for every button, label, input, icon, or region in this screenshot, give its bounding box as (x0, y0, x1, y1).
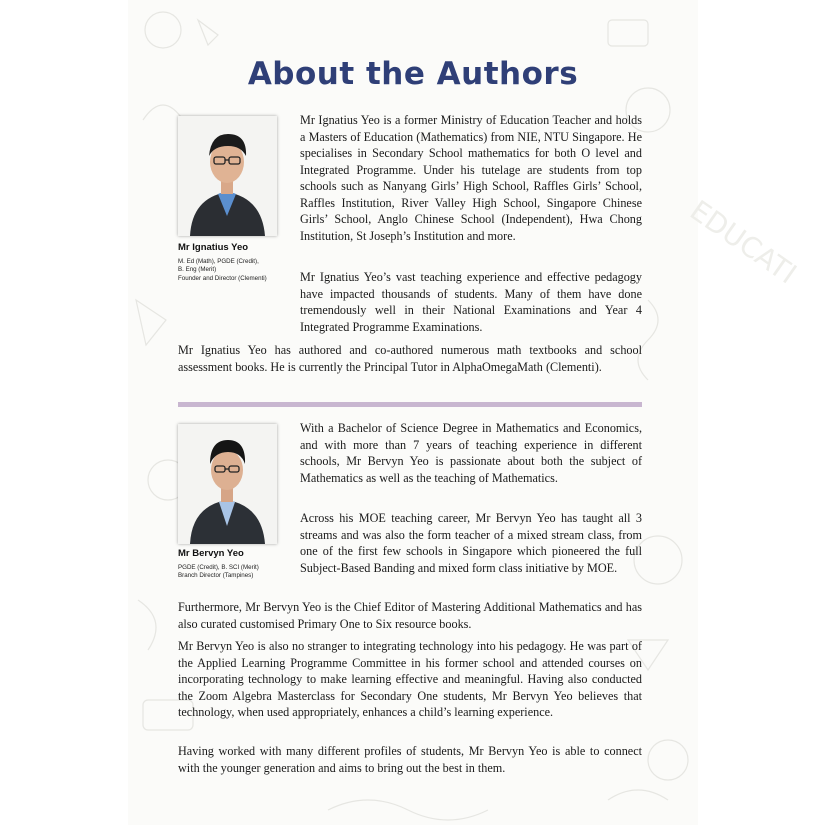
bio-paragraph: Mr Ignatius Yeo’s vast teaching experience and effective pedagogy have impacted thousands of students. Many of them have done tremendously well in their National Examinations and Year 4 Integrated Programme Examinations. (300, 270, 642, 334)
author-photo-bervyn (178, 424, 277, 544)
bio-paragraph: Mr Ignatius Yeo has authored and co-authored numerous math textbooks and school assessment books. He is currently the Principal Tutor in AlphaOmegaMath (Clementi). (178, 343, 642, 374)
section-divider (178, 402, 642, 407)
bio-paragraph: Furthermore, Mr Bervyn Yeo is the Chief Editor of Mastering Additional Mathematics and has also curated customised Primary One to Six resource books. (178, 600, 642, 631)
bio-paragraph: Mr Bervyn Yeo is also no stranger to integrating technology into his pedagogy. He was part of the Applied Learning Programme Committee in his former school and attended courses on incorporating technology to make learning effective and meaningful. Having also conducted the Zoom Algebra Masterclass for Secondary One students, Mr Bervyn Yeo believes that technology, when used appropriately, enhances a child’s learning experience. (178, 639, 642, 719)
author-credentials (178, 564, 259, 581)
author-credentials (178, 258, 267, 283)
document-page (128, 0, 803, 825)
bio-paragraph: Having worked with many different profiles of students, Mr Bervyn Yeo is able to connect with the younger generation and aims to bring out the best in them. (178, 744, 642, 775)
credential-line: M. Ed (Math), PGDE (Credit), (178, 258, 259, 265)
page-title: About the Authors (247, 56, 579, 92)
credential-line: B. Eng (Merit) (178, 266, 217, 274)
credential-line: PGDE (Credit), B. SCI (Merit) (178, 564, 259, 571)
doodle-word: EDUCATI (683, 193, 803, 291)
author-photo-ignatius (178, 116, 277, 236)
author-name: Mr Bervyn Yeo (178, 548, 244, 559)
bio-paragraph: Across his MOE teaching career, Mr Bervyn Yeo has taught all 3 streams and was also the form teacher of a mixed stream class, from one of the first few schools in Singapore which pioneered the full Subject-Based Banding and mixed form class initiative by MOE. (300, 511, 642, 575)
credential-line: Founder and Director (Clementi) (178, 274, 267, 282)
bio-paragraph: With a Bachelor of Science Degree in Mathematics and Economics, and with more than 7 years of teaching experience in different schools, Mr Bervyn Yeo is passionate about both the subject of Mathematics as well as the teaching of Mathematics. (300, 421, 642, 485)
bio-paragraph: Mr Ignatius Yeo is a former Ministry of Education Teacher and holds a Masters of Education (Mathematics) from NIE, NTU Singapore. He specialises in Secondary School mathematics for both O level and Integrated Programme. Under his tutelage are students from top schools such as Nanyang Girls’ High School, Raffles Girls’ School, Raffles Institution, River Valley High School, Singapore Chinese Girls’ School, Anglo Chinese School (Independent), Hwa Chong Institution, St Joseph’s Institution and more. (300, 113, 642, 243)
credential-line: Branch Director (Tampines) (178, 572, 254, 580)
author-name: Mr Ignatius Yeo (178, 242, 249, 253)
